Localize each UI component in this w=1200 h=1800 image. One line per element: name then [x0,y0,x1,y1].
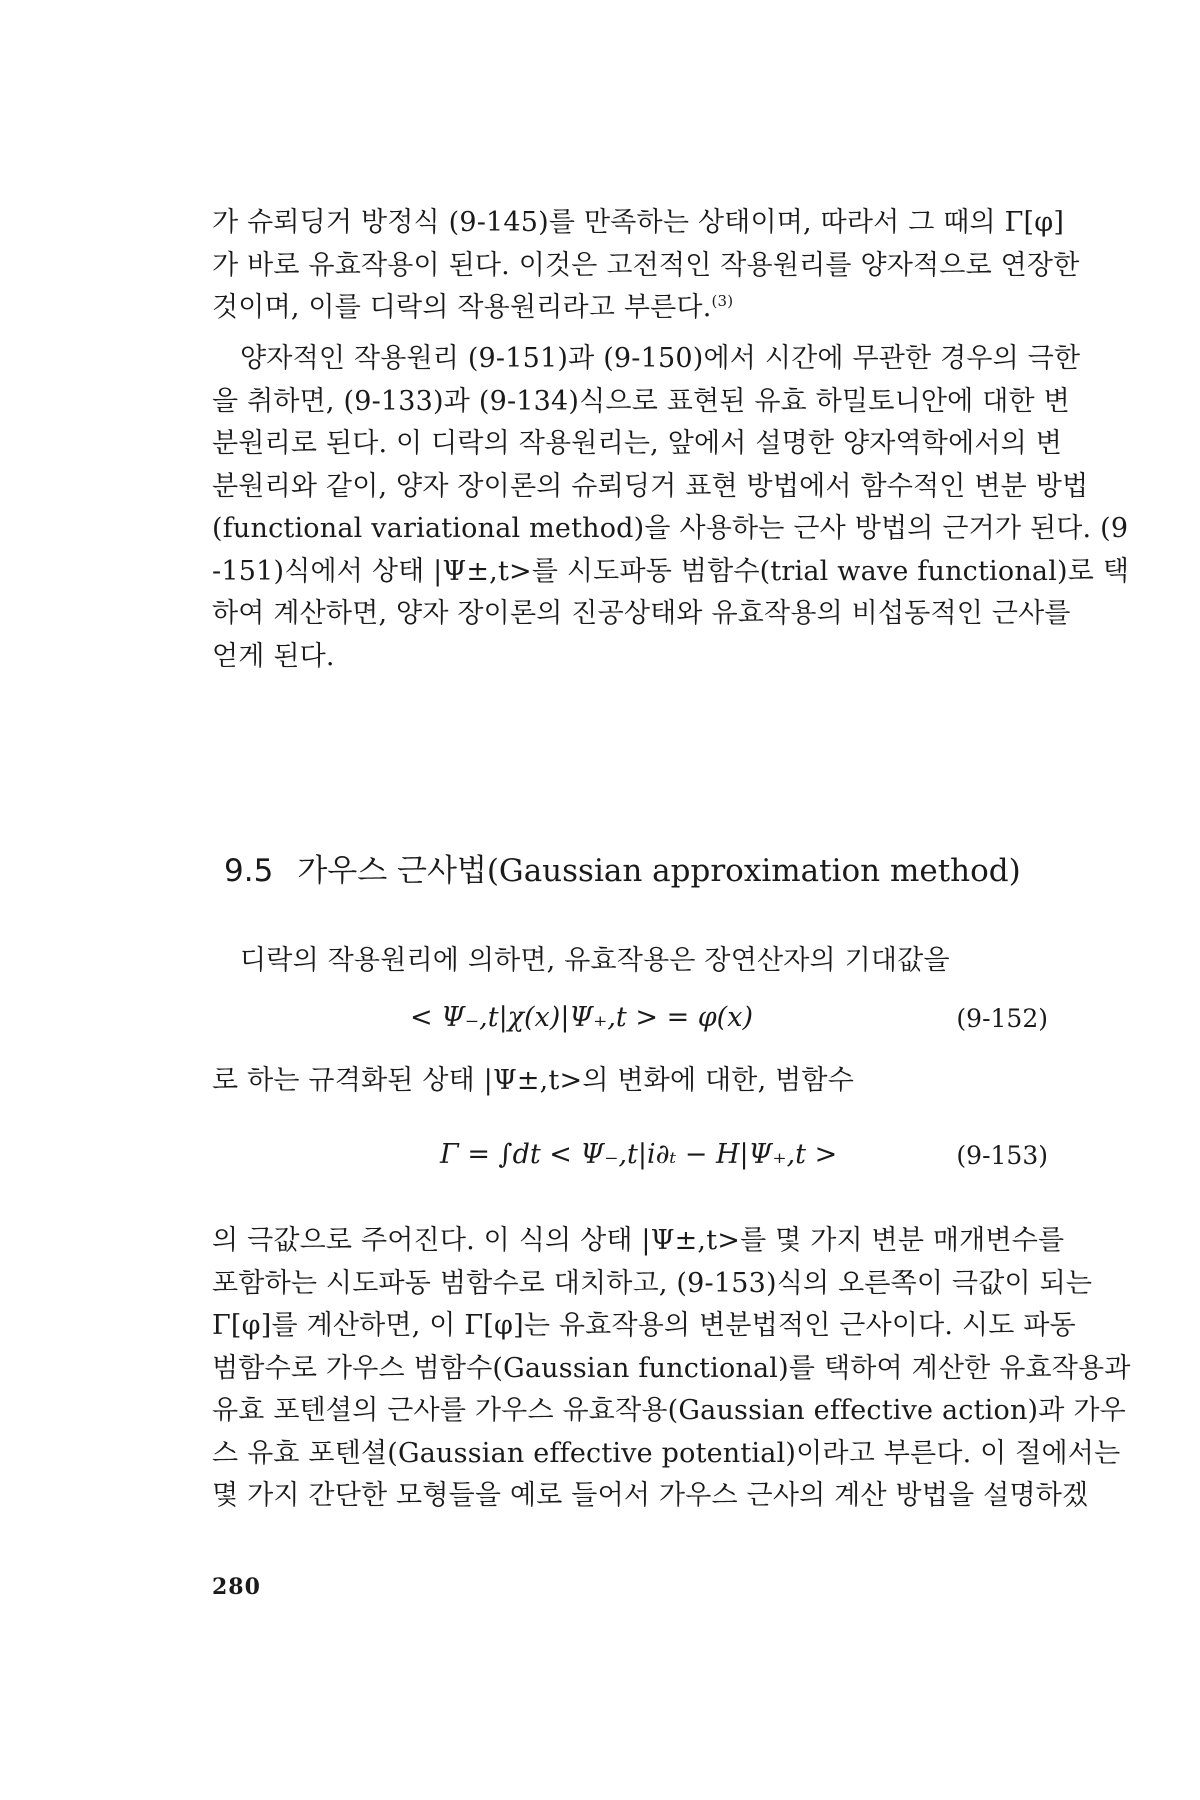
text-line: 몇 가지 간단한 모형들을 예로 들어서 가우스 근사의 계산 방법을 설명하겠 [212,1480,1089,1511]
text-line-with-footnote [212,287,1050,330]
footnote-mark: (3) [711,292,734,310]
text-line: 스 유효 포텐셜(Gaussian effective potential)이라고 부른다. 이 절에서는 [212,1437,1121,1469]
section-title: 가우스 근사법(Gaussian approximation method) [297,853,1021,889]
text-line: 것이며, 이를 디락의 작용원리라고 부른다. [212,292,712,323]
text-line: 분원리와 같이, 양자 장이론의 슈뢰딩거 표현 방법에서 함수적인 변분 방법 [212,470,1089,502]
text-line: Γ[φ]를 계산하면, 이 Γ[φ]는 유효작용의 변분법적인 근사이다. 시도 파동 [212,1310,1076,1341]
equation-number: (9-152) [956,1004,1048,1033]
equation-row-9-152 [212,1002,1050,1046]
section-number: 9.5 [224,853,274,889]
text-line: 양자적인 작용원리 (9-151)과 (9-150)에서 시간에 무관한 경우의 극한 [240,343,1081,374]
paragraph-5 [212,1220,1131,1518]
text-line: 로 하는 규격화된 상태 |Ψ±,t>의 변화에 대한, 범함수 [212,1065,854,1096]
text-line: 하여 계산하면, 양자 장이론의 진공상태와 유효작용의 비섭동적인 근사를 [212,598,1071,629]
equation-row-9-153 [212,1139,1050,1183]
page-number: 280 [212,1574,261,1600]
text-line: 분원리로 된다. 이 디락의 작용원리는, 앞에서 설명한 양자역학에서의 변 [212,428,1063,459]
text-line: 가 슈뢰딩거 방정식 (9-145)를 만족하는 상태이며, 따라서 그 때의 Γ[φ] [212,207,1065,238]
equation-number: (9-153) [956,1141,1048,1170]
text-line: 얻게 된다. [212,640,335,672]
paragraph-1 [212,202,1080,330]
text-line: 유효 포텐셜의 근사를 가우스 유효작용(Gaussian effective action)과 가우 [212,1395,1126,1426]
section-heading [224,845,1021,890]
equation-expression: < Ψ₋,t|χ(x)|Ψ₊,t > = φ(x) [410,1002,753,1033]
paragraph-4 [212,1060,1050,1103]
paragraph-3 [212,940,1050,983]
text-line: 범함수로 가우스 범함수(Gaussian functional)를 택하여 계산한 유효작용과 [212,1352,1131,1384]
equation-expression: Γ = ∫dt < Ψ₋,t|i∂ₜ − H|Ψ₊,t > [440,1139,838,1170]
text-line: 디락의 작용원리에 의하면, 유효작용은 장연산자의 기대값을 [240,945,950,976]
text-line: -151)식에서 상태 |Ψ±,t>를 시도파동 범함수(trial wave functional)로 택 [212,555,1130,587]
text-line: 포함하는 시도파동 범함수로 대치하고, (9-153)식의 오른쪽이 극값이 되는 [212,1267,1093,1299]
text-line: 가 바로 유효작용이 된다. 이것은 고전적인 작용원리를 양자적으로 연장한 [212,249,1080,281]
text-line: 의 극값으로 주어진다. 이 식의 상태 |Ψ±,t>를 몇 가지 변분 매개변수를 [212,1225,1065,1256]
paragraph-2 [212,338,1130,678]
text-line: 을 취하면, (9-133)과 (9-134)식으로 표현된 유효 하밀토니안에 대한 변 [212,385,1070,417]
text-line: (functional variational method)을 사용하는 근사 방법의 근거가 된다. (9 [212,513,1129,544]
